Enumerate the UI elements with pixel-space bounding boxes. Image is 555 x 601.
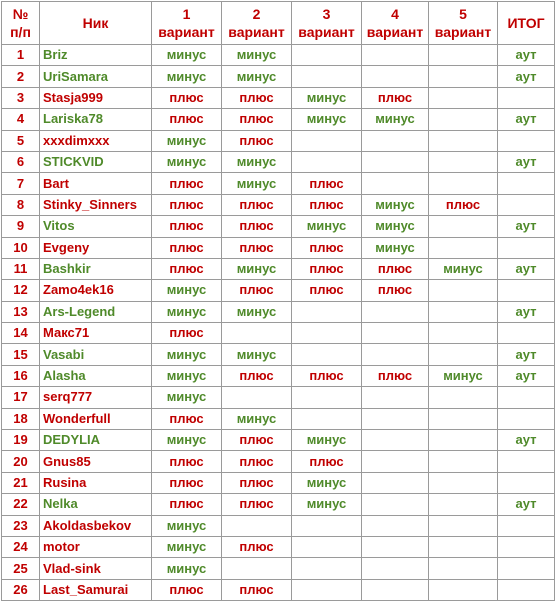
player-nick: Nelka <box>40 494 152 515</box>
variant-5-cell <box>429 515 498 536</box>
variant-1-cell: минус <box>152 301 222 322</box>
player-nick: Zamo4ek16 <box>40 280 152 301</box>
variant-4-cell <box>362 536 429 557</box>
variant-1-cell: минус <box>152 558 222 579</box>
variant-3-cell: минус <box>292 472 362 493</box>
row-number: 16 <box>2 365 40 386</box>
variant-1-cell: минус <box>152 365 222 386</box>
table-row <box>2 430 555 451</box>
header-number-line1: № <box>12 6 29 22</box>
variant-5-cell <box>429 45 498 66</box>
variant-5-cell: плюс <box>429 194 498 215</box>
variant-1-cell: минус <box>152 66 222 87</box>
row-number: 3 <box>2 87 40 108</box>
variant-4-cell <box>362 579 429 600</box>
row-number: 4 <box>2 109 40 130</box>
variant-1-cell: плюс <box>152 472 222 493</box>
header-variant-5-number: 5 <box>459 6 467 22</box>
header-variant-5 <box>429 2 498 45</box>
variant-2-cell <box>222 558 292 579</box>
variant-4-cell <box>362 66 429 87</box>
header-result <box>498 2 555 45</box>
player-nick: UriSamara <box>40 66 152 87</box>
header-variant-4 <box>362 2 429 45</box>
variant-2-cell <box>222 387 292 408</box>
row-number: 11 <box>2 258 40 279</box>
player-nick: Lariska78 <box>40 109 152 130</box>
table-row <box>2 323 555 344</box>
variant-5-cell <box>429 216 498 237</box>
table-row <box>2 237 555 258</box>
result-cell <box>498 472 555 493</box>
variant-4-cell <box>362 387 429 408</box>
variant-4-cell <box>362 472 429 493</box>
variant-4-cell <box>362 301 429 322</box>
row-number: 2 <box>2 66 40 87</box>
table-row <box>2 365 555 386</box>
variant-2-cell <box>222 323 292 344</box>
player-nick: Last_Samurai <box>40 579 152 600</box>
variant-2-cell: плюс <box>222 194 292 215</box>
variant-1-cell: плюс <box>152 173 222 194</box>
variant-5-cell <box>429 558 498 579</box>
result-cell: аут <box>498 344 555 365</box>
variant-5-cell <box>429 472 498 493</box>
variant-1-cell: минус <box>152 515 222 536</box>
player-nick: Akoldasbekov <box>40 515 152 536</box>
header-variant-3-number: 3 <box>322 6 331 22</box>
result-cell <box>498 387 555 408</box>
variant-3-cell: плюс <box>292 365 362 386</box>
result-cell: аут <box>498 66 555 87</box>
player-nick: serq777 <box>40 387 152 408</box>
variant-5-cell <box>429 579 498 600</box>
result-cell <box>498 280 555 301</box>
variant-1-cell: плюс <box>152 451 222 472</box>
table-row <box>2 579 555 600</box>
variant-5-cell: минус <box>429 365 498 386</box>
result-cell <box>498 579 555 600</box>
variant-2-cell <box>222 515 292 536</box>
variant-3-cell <box>292 45 362 66</box>
variant-5-cell <box>429 451 498 472</box>
variant-1-cell: минус <box>152 151 222 172</box>
variant-2-cell: плюс <box>222 472 292 493</box>
result-cell <box>498 194 555 215</box>
result-cell: аут <box>498 216 555 237</box>
variant-3-cell: минус <box>292 430 362 451</box>
variant-1-cell: минус <box>152 280 222 301</box>
variant-1-cell: плюс <box>152 87 222 108</box>
variant-4-cell <box>362 408 429 429</box>
table-row <box>2 194 555 215</box>
header-number-line2: п/п <box>10 24 31 40</box>
variant-1-cell: минус <box>152 130 222 151</box>
header-variant-1 <box>152 2 222 45</box>
row-number: 19 <box>2 430 40 451</box>
variant-1-cell: плюс <box>152 194 222 215</box>
variant-5-cell: минус <box>429 258 498 279</box>
result-cell <box>498 173 555 194</box>
variant-5-cell <box>429 280 498 301</box>
variant-4-cell <box>362 451 429 472</box>
variant-4-cell <box>362 515 429 536</box>
variant-3-cell: минус <box>292 216 362 237</box>
table-row <box>2 472 555 493</box>
header-row <box>2 2 555 45</box>
row-number: 24 <box>2 536 40 557</box>
row-number: 7 <box>2 173 40 194</box>
player-nick: Rusina <box>40 472 152 493</box>
player-nick: motor <box>40 536 152 557</box>
variant-4-cell: минус <box>362 109 429 130</box>
variant-2-cell: минус <box>222 45 292 66</box>
result-cell <box>498 130 555 151</box>
result-cell: аут <box>498 258 555 279</box>
result-cell: аут <box>498 494 555 515</box>
table-row <box>2 387 555 408</box>
row-number: 1 <box>2 45 40 66</box>
variant-5-cell <box>429 387 498 408</box>
result-cell: аут <box>498 109 555 130</box>
variant-2-cell: плюс <box>222 365 292 386</box>
player-nick: Ars-Legend <box>40 301 152 322</box>
variant-5-cell <box>429 430 498 451</box>
row-number: 26 <box>2 579 40 600</box>
variant-4-cell: минус <box>362 237 429 258</box>
variant-1-cell: плюс <box>152 237 222 258</box>
player-nick: Bashkir <box>40 258 152 279</box>
table-row <box>2 109 555 130</box>
player-nick: Wonderfull <box>40 408 152 429</box>
result-cell <box>498 451 555 472</box>
player-nick: Макс71 <box>40 323 152 344</box>
variant-4-cell: плюс <box>362 365 429 386</box>
player-nick: Briz <box>40 45 152 66</box>
variant-1-cell: плюс <box>152 258 222 279</box>
row-number: 13 <box>2 301 40 322</box>
variant-3-cell <box>292 408 362 429</box>
row-number: 5 <box>2 130 40 151</box>
variant-2-cell: минус <box>222 173 292 194</box>
variant-1-cell: минус <box>152 45 222 66</box>
variant-1-cell: плюс <box>152 579 222 600</box>
variant-5-cell <box>429 323 498 344</box>
variant-2-cell: плюс <box>222 216 292 237</box>
header-result-label: ИТОГ <box>507 15 545 31</box>
variant-4-cell <box>362 45 429 66</box>
variant-1-cell: минус <box>152 536 222 557</box>
variant-2-cell: плюс <box>222 536 292 557</box>
variant-3-cell <box>292 66 362 87</box>
variant-2-cell: плюс <box>222 430 292 451</box>
variant-3-cell: плюс <box>292 237 362 258</box>
variant-1-cell: плюс <box>152 494 222 515</box>
variant-5-cell <box>429 301 498 322</box>
variant-5-cell <box>429 408 498 429</box>
variant-2-cell: минус <box>222 344 292 365</box>
variant-4-cell: минус <box>362 194 429 215</box>
variant-3-cell <box>292 344 362 365</box>
variant-3-cell: плюс <box>292 258 362 279</box>
variant-1-cell: плюс <box>152 323 222 344</box>
row-number: 12 <box>2 280 40 301</box>
variant-3-cell <box>292 579 362 600</box>
result-cell: аут <box>498 151 555 172</box>
table-row <box>2 216 555 237</box>
result-cell: аут <box>498 365 555 386</box>
row-number: 25 <box>2 558 40 579</box>
table-row <box>2 494 555 515</box>
variant-2-cell: плюс <box>222 451 292 472</box>
row-number: 6 <box>2 151 40 172</box>
table-row <box>2 344 555 365</box>
variant-5-cell <box>429 344 498 365</box>
variant-3-cell <box>292 323 362 344</box>
player-nick: xxxdimxxx <box>40 130 152 151</box>
variant-3-cell: плюс <box>292 451 362 472</box>
header-number <box>2 2 40 45</box>
table-row <box>2 280 555 301</box>
table-row <box>2 130 555 151</box>
player-nick: Bart <box>40 173 152 194</box>
variant-4-cell <box>362 494 429 515</box>
variant-5-cell <box>429 66 498 87</box>
variant-3-cell: плюс <box>292 173 362 194</box>
row-number: 18 <box>2 408 40 429</box>
table-row <box>2 536 555 557</box>
variant-3-cell <box>292 387 362 408</box>
variant-3-cell: плюс <box>292 194 362 215</box>
variant-2-cell: плюс <box>222 130 292 151</box>
variant-5-cell <box>429 237 498 258</box>
table-row <box>2 408 555 429</box>
variant-4-cell: плюс <box>362 280 429 301</box>
result-cell <box>498 87 555 108</box>
header-variant-2 <box>222 2 292 45</box>
variant-2-cell: плюс <box>222 109 292 130</box>
variant-4-cell <box>362 151 429 172</box>
table-row <box>2 301 555 322</box>
variant-2-cell: минус <box>222 151 292 172</box>
variant-2-cell: минус <box>222 408 292 429</box>
header-variant-1-word: вариант <box>158 24 215 40</box>
variant-2-cell: плюс <box>222 237 292 258</box>
variant-3-cell <box>292 536 362 557</box>
variant-4-cell <box>362 344 429 365</box>
variant-5-cell <box>429 87 498 108</box>
header-variant-4-word: вариант <box>366 24 424 40</box>
header-variant-3 <box>292 2 362 45</box>
result-cell: аут <box>498 301 555 322</box>
row-number: 23 <box>2 515 40 536</box>
header-variant-5-word: вариант <box>434 24 492 40</box>
variant-3-cell: минус <box>292 494 362 515</box>
variant-5-cell <box>429 536 498 557</box>
result-cell <box>498 323 555 344</box>
row-number: 8 <box>2 194 40 215</box>
variant-3-cell <box>292 515 362 536</box>
variant-3-cell <box>292 301 362 322</box>
table-row <box>2 87 555 108</box>
player-nick: Evgeny <box>40 237 152 258</box>
table-row <box>2 258 555 279</box>
row-number: 9 <box>2 216 40 237</box>
row-number: 10 <box>2 237 40 258</box>
result-cell <box>498 558 555 579</box>
row-number: 14 <box>2 323 40 344</box>
variant-4-cell <box>362 558 429 579</box>
table-row <box>2 451 555 472</box>
row-number: 17 <box>2 387 40 408</box>
variant-5-cell <box>429 173 498 194</box>
variant-5-cell <box>429 109 498 130</box>
results-table <box>1 1 555 601</box>
player-nick: Vlad-sink <box>40 558 152 579</box>
table-row <box>2 151 555 172</box>
variant-4-cell: плюс <box>362 258 429 279</box>
variant-4-cell: минус <box>362 216 429 237</box>
variant-1-cell: минус <box>152 430 222 451</box>
variant-1-cell: плюс <box>152 216 222 237</box>
variant-2-cell: минус <box>222 258 292 279</box>
table-row <box>2 558 555 579</box>
variant-1-cell: плюс <box>152 109 222 130</box>
player-nick: Stinky_Sinners <box>40 194 152 215</box>
variant-3-cell <box>292 151 362 172</box>
player-nick: Stasja999 <box>40 87 152 108</box>
variant-2-cell: плюс <box>222 579 292 600</box>
variant-1-cell: минус <box>152 344 222 365</box>
player-nick: DEDYLIA <box>40 430 152 451</box>
variant-4-cell <box>362 430 429 451</box>
variant-1-cell: плюс <box>152 408 222 429</box>
header-variant-1-number: 1 <box>182 6 191 22</box>
header-nick-label: Ник <box>82 15 109 31</box>
variant-5-cell <box>429 130 498 151</box>
player-nick: Vasabi <box>40 344 152 365</box>
header-nick <box>40 2 152 45</box>
variant-1-cell: минус <box>152 387 222 408</box>
variant-2-cell: плюс <box>222 280 292 301</box>
player-nick: Gnus85 <box>40 451 152 472</box>
player-nick: STICKVID <box>40 151 152 172</box>
variant-4-cell <box>362 323 429 344</box>
variant-2-cell: минус <box>222 301 292 322</box>
variant-5-cell <box>429 151 498 172</box>
result-cell <box>498 237 555 258</box>
variant-2-cell: плюс <box>222 87 292 108</box>
result-cell <box>498 515 555 536</box>
result-cell: аут <box>498 45 555 66</box>
table-row <box>2 45 555 66</box>
header-variant-4-number: 4 <box>391 6 399 22</box>
variant-3-cell <box>292 558 362 579</box>
table-body <box>2 45 555 601</box>
header-variant-3-word: вариант <box>298 24 355 40</box>
variant-2-cell: плюс <box>222 494 292 515</box>
variant-4-cell: плюс <box>362 87 429 108</box>
row-number: 15 <box>2 344 40 365</box>
result-cell <box>498 408 555 429</box>
variant-4-cell <box>362 173 429 194</box>
variant-4-cell <box>362 130 429 151</box>
player-nick: Vitos <box>40 216 152 237</box>
table-row <box>2 515 555 536</box>
player-nick: Alasha <box>40 365 152 386</box>
row-number: 21 <box>2 472 40 493</box>
variant-2-cell: минус <box>222 66 292 87</box>
table-row <box>2 173 555 194</box>
variant-5-cell <box>429 494 498 515</box>
header-variant-2-word: вариант <box>228 24 285 40</box>
variant-3-cell <box>292 130 362 151</box>
variant-3-cell: минус <box>292 109 362 130</box>
header-variant-2-number: 2 <box>252 6 261 22</box>
result-cell <box>498 536 555 557</box>
variant-3-cell: плюс <box>292 280 362 301</box>
variant-3-cell: минус <box>292 87 362 108</box>
table-row <box>2 66 555 87</box>
result-cell: аут <box>498 430 555 451</box>
row-number: 22 <box>2 494 40 515</box>
row-number: 20 <box>2 451 40 472</box>
